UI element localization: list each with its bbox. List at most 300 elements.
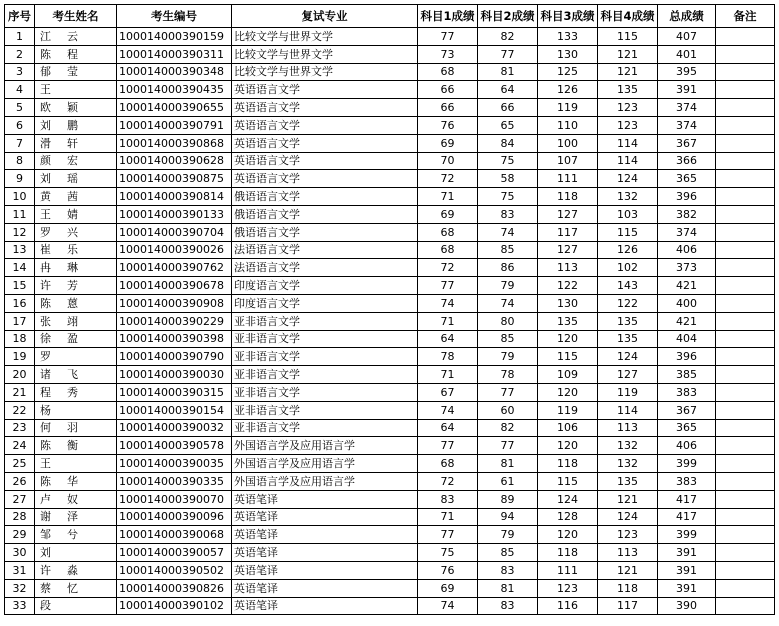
table-row xyxy=(5,383,775,401)
given-name: 琳 xyxy=(67,261,78,275)
cell-score3: 120 xyxy=(538,437,598,455)
cell-id: 100014000390030 xyxy=(117,366,232,384)
cell-major: 法语语言文学 xyxy=(232,241,418,259)
header-score4: 科目4成绩 xyxy=(598,5,658,28)
cell-total: 404 xyxy=(658,330,716,348)
cell-score2: 83 xyxy=(478,205,538,223)
cell-score1: 83 xyxy=(418,490,478,508)
cell-major: 亚非语言文学 xyxy=(232,330,418,348)
cell-id: 100014000390057 xyxy=(117,544,232,562)
cell-note xyxy=(716,294,775,312)
surname: 黄 xyxy=(40,190,51,204)
cell-no: 13 xyxy=(5,241,35,259)
given-name: 羽 xyxy=(67,421,78,435)
given-name: 云 xyxy=(67,29,78,43)
cell-name xyxy=(35,188,117,206)
cell-score2: 79 xyxy=(478,277,538,295)
cell-name xyxy=(35,508,117,526)
cell-major: 英语语言文学 xyxy=(232,134,418,152)
surname: 邹 xyxy=(40,528,51,542)
surname: 刘 xyxy=(40,546,51,559)
cell-total: 383 xyxy=(658,472,716,490)
cell-score2: 77 xyxy=(478,383,538,401)
cell-score2: 65 xyxy=(478,116,538,134)
cell-score4: 143 xyxy=(598,277,658,295)
table-row xyxy=(5,526,775,544)
cell-score3: 110 xyxy=(538,116,598,134)
cell-score2: 79 xyxy=(478,348,538,366)
cell-note xyxy=(716,28,775,46)
cell-id: 100014000390826 xyxy=(117,579,232,597)
cell-score4: 115 xyxy=(598,223,658,241)
cell-note xyxy=(716,330,775,348)
cell-id: 100014000390159 xyxy=(117,28,232,46)
cell-score1: 73 xyxy=(418,45,478,63)
cell-total: 391 xyxy=(658,81,716,99)
surname: 崔 xyxy=(40,243,51,257)
cell-major: 亚非语言文学 xyxy=(232,348,418,366)
cell-score4: 132 xyxy=(598,188,658,206)
given-name: 颖 xyxy=(67,101,78,115)
cell-score2: 83 xyxy=(478,597,538,615)
cell-total: 401 xyxy=(658,45,716,63)
cell-major: 亚非语言文学 xyxy=(232,366,418,384)
surname: 罗 xyxy=(40,350,51,364)
cell-total: 399 xyxy=(658,455,716,473)
cell-score4: 114 xyxy=(598,401,658,419)
cell-note xyxy=(716,455,775,473)
cell-total: 396 xyxy=(658,188,716,206)
cell-score1: 64 xyxy=(418,330,478,348)
cell-score2: 82 xyxy=(478,419,538,437)
cell-major: 英语语言文学 xyxy=(232,116,418,134)
cell-note xyxy=(716,544,775,562)
cell-score3: 119 xyxy=(538,401,598,419)
cell-total: 367 xyxy=(658,401,716,419)
cell-name xyxy=(35,170,117,188)
cell-total: 417 xyxy=(658,490,716,508)
cell-no: 23 xyxy=(5,419,35,437)
cell-name xyxy=(35,152,117,170)
cell-id: 100014000390229 xyxy=(117,312,232,330)
cell-name xyxy=(35,561,117,579)
cell-note xyxy=(716,437,775,455)
cell-score3: 106 xyxy=(538,419,598,437)
cell-no: 1 xyxy=(5,28,35,46)
given-name: 乐 xyxy=(67,243,78,257)
cell-score3: 118 xyxy=(538,188,598,206)
cell-total: 374 xyxy=(658,99,716,117)
cell-name xyxy=(35,63,117,81)
cell-score2: 94 xyxy=(478,508,538,526)
cell-id: 100014000390133 xyxy=(117,205,232,223)
table-row xyxy=(5,490,775,508)
cell-no: 33 xyxy=(5,597,35,615)
cell-score2: 77 xyxy=(478,45,538,63)
cell-score4: 124 xyxy=(598,348,658,366)
cell-id: 100014000390068 xyxy=(117,526,232,544)
surname: 江 xyxy=(40,29,51,43)
cell-note xyxy=(716,170,775,188)
surname: 陈 xyxy=(40,474,51,488)
cell-major: 英语笔译 xyxy=(232,579,418,597)
surname: 蔡 xyxy=(40,581,51,595)
cell-total: 391 xyxy=(658,561,716,579)
surname: 卢 xyxy=(40,492,51,506)
cell-total: 383 xyxy=(658,383,716,401)
cell-no: 6 xyxy=(5,116,35,134)
cell-major: 亚非语言文学 xyxy=(232,383,418,401)
cell-score3: 111 xyxy=(538,170,598,188)
cell-major: 比较文学与世界文学 xyxy=(232,45,418,63)
surname: 滑 xyxy=(40,136,51,150)
cell-major: 英语笔译 xyxy=(232,508,418,526)
surname: 罗 xyxy=(40,225,51,239)
cell-score1: 72 xyxy=(418,472,478,490)
cell-major: 俄语语言文学 xyxy=(232,205,418,223)
cell-note xyxy=(716,223,775,241)
cell-score4: 114 xyxy=(598,152,658,170)
cell-id: 100014000390908 xyxy=(117,294,232,312)
cell-score4: 121 xyxy=(598,561,658,579)
given-name: 盈 xyxy=(67,332,78,346)
cell-score1: 77 xyxy=(418,277,478,295)
cell-no: 9 xyxy=(5,170,35,188)
surname: 王 xyxy=(40,83,51,97)
cell-id: 100014000390502 xyxy=(117,561,232,579)
table-row xyxy=(5,188,775,206)
given-name: 飞 xyxy=(67,368,78,382)
cell-major: 比较文学与世界文学 xyxy=(232,63,418,81)
table-row xyxy=(5,259,775,277)
cell-score1: 69 xyxy=(418,134,478,152)
cell-id: 100014000390578 xyxy=(117,437,232,455)
cell-id: 100014000390026 xyxy=(117,241,232,259)
cell-note xyxy=(716,241,775,259)
cell-no: 24 xyxy=(5,437,35,455)
surname: 冉 xyxy=(40,261,51,275)
given-name: 秀 xyxy=(67,385,78,399)
cell-score3: 120 xyxy=(538,383,598,401)
surname: 许 xyxy=(40,279,51,293)
cell-total: 417 xyxy=(658,508,716,526)
cell-name xyxy=(35,312,117,330)
cell-id: 100014000390096 xyxy=(117,508,232,526)
cell-no: 18 xyxy=(5,330,35,348)
table-row xyxy=(5,472,775,490)
cell-score2: 85 xyxy=(478,241,538,259)
cell-note xyxy=(716,188,775,206)
given-name: 翊 xyxy=(67,314,78,328)
surname: 刘 xyxy=(40,118,51,132)
cell-name xyxy=(35,134,117,152)
cell-total: 406 xyxy=(658,241,716,259)
cell-score4: 114 xyxy=(598,134,658,152)
header-note: 备注 xyxy=(716,5,775,28)
cell-no: 8 xyxy=(5,152,35,170)
cell-score4: 117 xyxy=(598,597,658,615)
cell-note xyxy=(716,383,775,401)
cell-score4: 121 xyxy=(598,490,658,508)
cell-score4: 132 xyxy=(598,437,658,455)
cell-id: 100014000390814 xyxy=(117,188,232,206)
cell-id: 100014000390868 xyxy=(117,134,232,152)
surname: 杨 xyxy=(40,403,51,417)
given-name: 婧 xyxy=(67,207,78,221)
cell-score3: 100 xyxy=(538,134,598,152)
cell-no: 32 xyxy=(5,579,35,597)
cell-score3: 122 xyxy=(538,277,598,295)
cell-id: 100014000390154 xyxy=(117,401,232,419)
cell-score1: 74 xyxy=(418,294,478,312)
cell-score1: 71 xyxy=(418,366,478,384)
cell-name xyxy=(35,259,117,277)
cell-score3: 126 xyxy=(538,81,598,99)
surname: 颜 xyxy=(40,154,51,168)
cell-major: 亚非语言文学 xyxy=(232,419,418,437)
table-row xyxy=(5,330,775,348)
cell-major: 比较文学与世界文学 xyxy=(232,28,418,46)
cell-total: 391 xyxy=(658,544,716,562)
cell-total: 382 xyxy=(658,205,716,223)
cell-note xyxy=(716,348,775,366)
cell-score2: 80 xyxy=(478,312,538,330)
cell-id: 100014000390790 xyxy=(117,348,232,366)
cell-note xyxy=(716,312,775,330)
cell-no: 22 xyxy=(5,401,35,419)
cell-score3: 113 xyxy=(538,259,598,277)
cell-score4: 124 xyxy=(598,170,658,188)
table-row xyxy=(5,455,775,473)
cell-score4: 127 xyxy=(598,366,658,384)
cell-note xyxy=(716,419,775,437)
cell-major: 英语笔译 xyxy=(232,526,418,544)
cell-score2: 64 xyxy=(478,81,538,99)
header-score1: 科目1成绩 xyxy=(418,5,478,28)
given-name: 淼 xyxy=(67,563,78,577)
given-name: 莹 xyxy=(67,65,78,79)
cell-score4: 135 xyxy=(598,312,658,330)
cell-score2: 60 xyxy=(478,401,538,419)
cell-total: 365 xyxy=(658,419,716,437)
cell-note xyxy=(716,472,775,490)
cell-no: 5 xyxy=(5,99,35,117)
cell-no: 14 xyxy=(5,259,35,277)
given-name: 程 xyxy=(67,47,78,61)
cell-name xyxy=(35,205,117,223)
table-row xyxy=(5,544,775,562)
cell-name xyxy=(35,401,117,419)
surname: 段 xyxy=(40,599,51,613)
table-row xyxy=(5,312,775,330)
table-row xyxy=(5,152,775,170)
surname: 欧 xyxy=(40,101,51,115)
score-table-container xyxy=(4,4,775,615)
cell-major: 英语笔译 xyxy=(232,544,418,562)
table-row xyxy=(5,241,775,259)
surname: 陈 xyxy=(40,296,51,310)
given-name: 兮 xyxy=(67,528,78,542)
cell-no: 19 xyxy=(5,348,35,366)
cell-score4: 132 xyxy=(598,455,658,473)
cell-name xyxy=(35,277,117,295)
cell-score3: 115 xyxy=(538,472,598,490)
header-row xyxy=(5,5,775,28)
cell-name xyxy=(35,28,117,46)
cell-score2: 85 xyxy=(478,544,538,562)
cell-name xyxy=(35,99,117,117)
cell-note xyxy=(716,116,775,134)
surname: 许 xyxy=(40,563,51,577)
cell-score3: 116 xyxy=(538,597,598,615)
cell-major: 印度语言文学 xyxy=(232,294,418,312)
table-row xyxy=(5,28,775,46)
cell-score4: 121 xyxy=(598,63,658,81)
cell-score3: 111 xyxy=(538,561,598,579)
table-row xyxy=(5,561,775,579)
cell-note xyxy=(716,99,775,117)
cell-score4: 103 xyxy=(598,205,658,223)
table-row xyxy=(5,508,775,526)
cell-score1: 66 xyxy=(418,81,478,99)
cell-note xyxy=(716,81,775,99)
cell-total: 421 xyxy=(658,277,716,295)
cell-score1: 77 xyxy=(418,526,478,544)
surname: 张 xyxy=(40,314,51,328)
table-row xyxy=(5,294,775,312)
header-total: 总成绩 xyxy=(658,5,716,28)
cell-no: 7 xyxy=(5,134,35,152)
cell-name xyxy=(35,366,117,384)
cell-total: 395 xyxy=(658,63,716,81)
cell-score1: 72 xyxy=(418,259,478,277)
table-row xyxy=(5,579,775,597)
cell-score1: 77 xyxy=(418,28,478,46)
cell-score3: 118 xyxy=(538,455,598,473)
cell-note xyxy=(716,259,775,277)
cell-major: 俄语语言文学 xyxy=(232,188,418,206)
cell-score4: 135 xyxy=(598,472,658,490)
cell-id: 100014000390348 xyxy=(117,63,232,81)
cell-no: 20 xyxy=(5,366,35,384)
cell-note xyxy=(716,205,775,223)
cell-no: 21 xyxy=(5,383,35,401)
cell-no: 10 xyxy=(5,188,35,206)
cell-name xyxy=(35,81,117,99)
cell-name xyxy=(35,116,117,134)
table-row xyxy=(5,597,775,615)
cell-score3: 117 xyxy=(538,223,598,241)
cell-score1: 72 xyxy=(418,170,478,188)
cell-major: 外国语言学及应用语言学 xyxy=(232,455,418,473)
cell-no: 31 xyxy=(5,561,35,579)
cell-major: 英语语言文学 xyxy=(232,99,418,117)
cell-score1: 74 xyxy=(418,597,478,615)
table-row xyxy=(5,134,775,152)
cell-total: 374 xyxy=(658,223,716,241)
cell-score1: 70 xyxy=(418,152,478,170)
cell-score3: 130 xyxy=(538,45,598,63)
cell-total: 390 xyxy=(658,597,716,615)
cell-score4: 124 xyxy=(598,508,658,526)
given-name: 芳 xyxy=(67,279,78,293)
table-row xyxy=(5,366,775,384)
cell-name xyxy=(35,330,117,348)
cell-note xyxy=(716,401,775,419)
cell-score1: 71 xyxy=(418,312,478,330)
cell-name xyxy=(35,472,117,490)
cell-score4: 115 xyxy=(598,28,658,46)
cell-note xyxy=(716,526,775,544)
cell-score1: 68 xyxy=(418,455,478,473)
cell-score1: 68 xyxy=(418,223,478,241)
cell-no: 12 xyxy=(5,223,35,241)
cell-major: 外国语言学及应用语言学 xyxy=(232,472,418,490)
cell-total: 399 xyxy=(658,526,716,544)
header-no: 序号 xyxy=(5,5,35,28)
cell-score3: 119 xyxy=(538,99,598,117)
cell-note xyxy=(716,579,775,597)
table-row xyxy=(5,437,775,455)
cell-score3: 123 xyxy=(538,579,598,597)
cell-no: 30 xyxy=(5,544,35,562)
cell-name xyxy=(35,597,117,615)
cell-total: 373 xyxy=(658,259,716,277)
cell-score1: 68 xyxy=(418,63,478,81)
cell-major: 英语语言文学 xyxy=(232,152,418,170)
cell-score4: 118 xyxy=(598,579,658,597)
cell-note xyxy=(716,597,775,615)
cell-total: 400 xyxy=(658,294,716,312)
cell-total: 366 xyxy=(658,152,716,170)
table-row xyxy=(5,419,775,437)
cell-score1: 75 xyxy=(418,544,478,562)
cell-major: 亚非语言文学 xyxy=(232,312,418,330)
given-name: 奴 xyxy=(67,492,78,506)
cell-score1: 67 xyxy=(418,383,478,401)
cell-score2: 74 xyxy=(478,223,538,241)
given-name: 泽 xyxy=(67,510,78,524)
given-name: 蒽 xyxy=(67,296,78,310)
cell-score3: 115 xyxy=(538,348,598,366)
cell-name xyxy=(35,294,117,312)
cell-name xyxy=(35,348,117,366)
cell-id: 100014000390875 xyxy=(117,170,232,188)
table-row xyxy=(5,277,775,295)
cell-score3: 128 xyxy=(538,508,598,526)
cell-major: 外国语言学及应用语言学 xyxy=(232,437,418,455)
cell-total: 396 xyxy=(658,348,716,366)
cell-name xyxy=(35,455,117,473)
cell-score3: 127 xyxy=(538,241,598,259)
cell-score1: 74 xyxy=(418,401,478,419)
given-name: 忆 xyxy=(67,581,78,595)
table-row xyxy=(5,170,775,188)
cell-score1: 69 xyxy=(418,579,478,597)
surname: 何 xyxy=(40,421,51,435)
table-body xyxy=(5,28,775,615)
cell-no: 3 xyxy=(5,63,35,81)
cell-score3: 107 xyxy=(538,152,598,170)
cell-score2: 82 xyxy=(478,28,538,46)
cell-score1: 69 xyxy=(418,205,478,223)
cell-major: 英语语言文学 xyxy=(232,81,418,99)
table-row xyxy=(5,348,775,366)
cell-score1: 77 xyxy=(418,437,478,455)
cell-total: 421 xyxy=(658,312,716,330)
cell-no: 15 xyxy=(5,277,35,295)
cell-no: 11 xyxy=(5,205,35,223)
